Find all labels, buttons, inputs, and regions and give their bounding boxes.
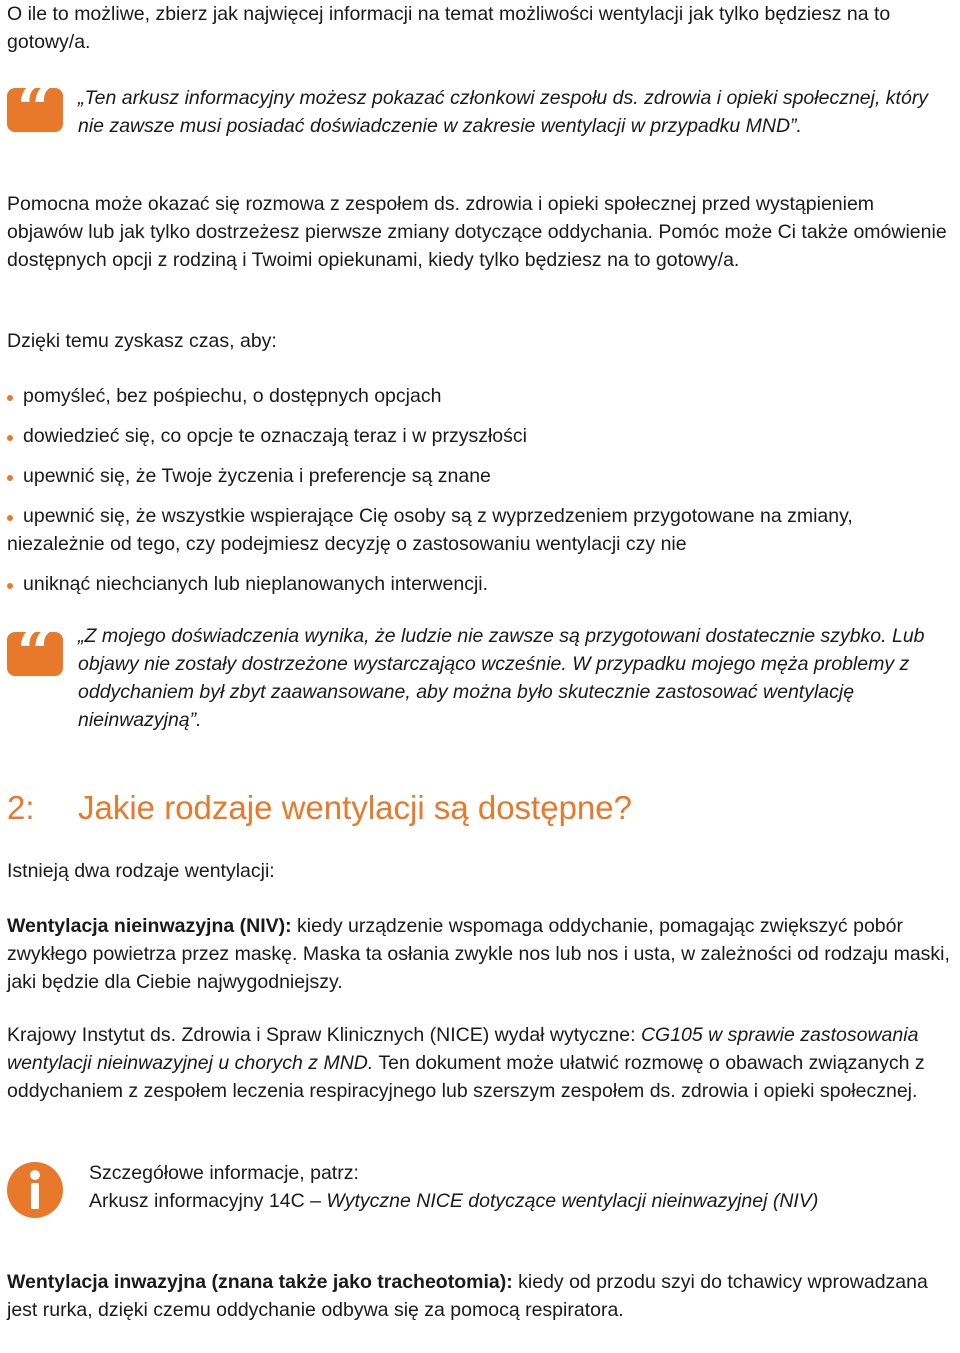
quote-text-1: „Ten arkusz informacyjny możesz pokazać członkowi zespołu ds. zdrowia i opieki społecznej, który nie zawsze musi posiadać doświadczenie w zakresie wentylacji w przypadku MND”. — [78, 87, 929, 137]
info-icon — [7, 1162, 63, 1218]
niv-term: Wentylacja nieinwazyjna (NIV): — [7, 915, 292, 937]
bullet-dot — [7, 583, 13, 589]
bullet-dot — [7, 435, 13, 441]
section-number: 2: — [7, 789, 35, 826]
section-heading — [7, 788, 632, 828]
nice-guideline-title: CG105 w sprawie zastosowania wentylacji nieinwazyjnej u chorych z MND. — [7, 1024, 919, 1074]
bullet-dot — [7, 475, 13, 481]
paragraph-invasive — [7, 1268, 953, 1324]
section-title: Jakie rodzaje wentylacji są dostępne? — [78, 789, 632, 826]
paragraph-types-intro: Istnieją dwa rodzaje wentylacji: — [7, 860, 275, 882]
list-item: upewnić się, że wszystkie wspierające Cię osoby są z wyprzedzeniem przygotowane na zmiany, niezależnie od tego, czy podejmiesz decyzję o zastosowaniu wentylacji czy nie — [7, 505, 853, 555]
paragraph-benefits-intro: Dzięki temu zyskasz czas, aby: — [7, 330, 277, 352]
quote-icon: “ — [7, 88, 63, 132]
quote-text-2: „Z mojego doświadczenia wynika, że ludzie nie zawsze są przygotowani dostatecznie szybko. Lub objawy nie zostały dostrzeżone wystarczająco wcześnie. W przypadku mojego męża problemy z oddychaniem był zbyt zaawansowane, aby można było skutecznie zastosować wentylację nieinwazyjną”. — [78, 625, 925, 731]
info-box — [89, 1159, 939, 1215]
paragraph-consultation: Pomocna może okazać się rozmowa z zespołem ds. zdrowia i opieki społecznej przed wystąpieniem objawów lub jak tylko dostrzeżesz pierwsze zmiany dotyczące oddychania. Pomóc może Ci także omówienie dostępnych opcji z rodziną i Twoimi opiekunami, kiedy tylko będziesz na to gotowy/a. — [7, 193, 947, 271]
bullet-dot — [7, 515, 13, 521]
benefits-list — [7, 382, 953, 610]
paragraph-nice: Krajowy Instytut ds. Zdrowia i Spraw Klinicznych (NICE) wydał wytyczne: CG105 w sprawie zastosowania wentylacji nieinwazyjnej u chorych z MND. Ten dokument może ułatwić rozmowę o obawach związanych z oddychaniem z zespołem leczenia respiracyjnego lub szerszym zespołem ds. zdrowia i opieki społecznej. — [7, 1024, 925, 1102]
inv-description: kiedy od przodu szyi do tchawicy wprowadzana jest rurka, dzięki czemu oddychanie odbywa się za pomocą respiratora. — [7, 1271, 928, 1321]
quote-icon: “ — [7, 632, 63, 676]
niv-description: kiedy urządzenie wspomaga oddychanie, pomagając zwiększyć pobór zwykłego powietrza przez maskę. Maska ta osłania zwykle nos lub nos i usta, w zależności od rodzaju maski, jaki będzie dla Ciebie najwygodniejszy. — [7, 915, 950, 993]
list-item: upewnić się, że Twoje życzenia i preferencje są znane — [7, 462, 953, 490]
info-document-link: Wytyczne NICE dotyczące wentylacji nieinwazyjnej (NIV) — [326, 1190, 819, 1212]
intro-paragraph: O ile to możliwe, zbierz jak najwięcej informacji na temat możliwości wentylacji jak tylko będziesz na to gotowy/a. — [7, 3, 891, 53]
bullet-dot — [7, 395, 13, 401]
paragraph-niv — [7, 912, 953, 996]
info-line-2: Arkusz informacyjny 14C – Wytyczne NICE dotyczące wentylacji nieinwazyjnej (NIV) — [89, 1190, 819, 1212]
list-item: dowiedzieć się, co opcje te oznaczają teraz i w przyszłości — [7, 422, 953, 450]
info-line-1: Szczegółowe informacje, patrz: — [89, 1162, 359, 1184]
inv-term: Wentylacja inwazyjna (znana także jako tracheotomia): — [7, 1271, 513, 1293]
list-item: pomyśleć, bez pośpiechu, o dostępnych opcjach — [7, 382, 953, 410]
list-item: uniknąć niechcianych lub nieplanowanych interwencji. — [7, 570, 953, 598]
